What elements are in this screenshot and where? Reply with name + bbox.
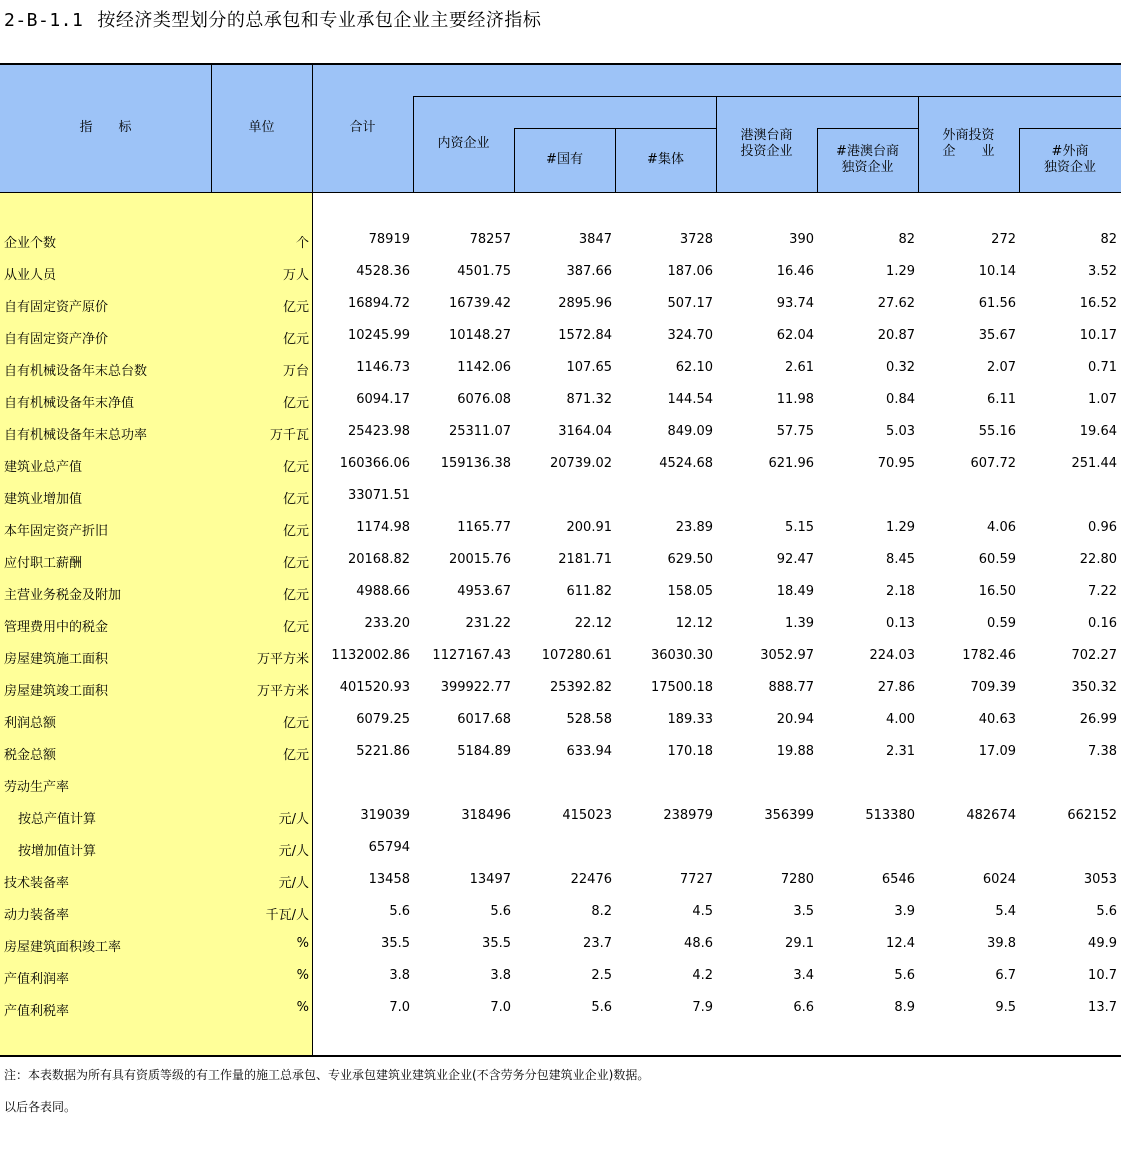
row-indicator: 按增加值计算 xyxy=(18,844,97,859)
row-indicator: 自有机械设备年末总功率 xyxy=(4,428,148,443)
table-code: 2-B-1.1 xyxy=(4,10,84,31)
row-value: 4.00 xyxy=(886,712,915,727)
row-value: 513380 xyxy=(865,808,915,823)
row-unit: 亿元 xyxy=(282,524,309,539)
table-row xyxy=(0,352,1121,384)
row-value: 1.29 xyxy=(886,520,915,535)
table-row xyxy=(0,416,1121,448)
row-value: 702.27 xyxy=(1071,648,1117,663)
row-value: 10.14 xyxy=(978,264,1016,279)
row-value: 5.15 xyxy=(785,520,814,535)
row-value: 507.17 xyxy=(667,296,713,311)
row-value: 20739.02 xyxy=(549,456,612,471)
row-value: 6024 xyxy=(982,872,1016,887)
row-value: 6079.25 xyxy=(356,712,410,727)
row-value: 4.2 xyxy=(692,968,713,983)
row-value: 48.6 xyxy=(684,936,713,951)
header-line-level1 xyxy=(413,96,1121,97)
row-value: 5221.86 xyxy=(356,744,410,759)
row-value: 23.7 xyxy=(583,936,612,951)
row-unit: 亿元 xyxy=(282,716,309,731)
row-value: 61.56 xyxy=(978,296,1016,311)
row-value: 10.17 xyxy=(1079,328,1117,343)
row-value: 22.12 xyxy=(574,616,612,631)
row-value: 7.0 xyxy=(490,1000,511,1015)
row-value: 5.4 xyxy=(995,904,1016,919)
row-value: 12.12 xyxy=(675,616,713,631)
row-value: 0.32 xyxy=(886,360,915,375)
row-value: 0.71 xyxy=(1088,360,1117,375)
row-value: 1146.73 xyxy=(356,360,410,375)
row-value: 35.5 xyxy=(482,936,511,951)
row-value: 7.38 xyxy=(1088,744,1117,759)
row-value: 144.54 xyxy=(667,392,713,407)
table-row xyxy=(0,544,1121,576)
row-unit: 万千瓦 xyxy=(269,428,309,443)
table-row xyxy=(0,992,1121,1024)
row-value: 29.1 xyxy=(785,936,814,951)
row-unit: 万人 xyxy=(282,268,309,283)
row-value: 6.6 xyxy=(793,1000,814,1015)
header-unit: 单位 xyxy=(248,120,275,135)
row-value: 10245.99 xyxy=(347,328,410,343)
row-indicator: 利润总额 xyxy=(4,716,57,731)
table-row xyxy=(0,960,1121,992)
row-value: 0.13 xyxy=(886,616,915,631)
row-value: 629.50 xyxy=(667,552,713,567)
row-value: 82 xyxy=(1100,232,1117,247)
row-unit: 亿元 xyxy=(282,332,309,347)
row-value: 16.52 xyxy=(1079,296,1117,311)
row-value: 170.18 xyxy=(667,744,713,759)
row-value: 1132002.86 xyxy=(331,648,410,663)
row-value: 187.06 xyxy=(667,264,713,279)
row-value: 16.50 xyxy=(978,584,1016,599)
table-row xyxy=(0,512,1121,544)
row-value: 3728 xyxy=(679,232,713,247)
row-value: 7.22 xyxy=(1088,584,1117,599)
row-value: 70.95 xyxy=(877,456,915,471)
row-value: 324.70 xyxy=(667,328,713,343)
row-value: 4528.36 xyxy=(356,264,410,279)
row-unit: % xyxy=(296,936,309,951)
table-note-continued: 以后各表同。 xyxy=(4,1100,77,1114)
row-value: 5184.89 xyxy=(457,744,511,759)
table-row xyxy=(0,704,1121,736)
row-value: 55.16 xyxy=(978,424,1016,439)
header-foreign-line2: 企 业 xyxy=(942,144,995,159)
row-value: 10.7 xyxy=(1088,968,1117,983)
row-value: 3847 xyxy=(578,232,612,247)
row-value: 1.07 xyxy=(1088,392,1117,407)
row-value: 871.32 xyxy=(566,392,612,407)
row-indicator: 自有固定资产净价 xyxy=(4,332,109,347)
row-value: 849.09 xyxy=(667,424,713,439)
row-value: 7.0 xyxy=(389,1000,410,1015)
row-unit: 万平方米 xyxy=(256,652,309,667)
row-unit: % xyxy=(296,1000,309,1015)
table-row xyxy=(0,576,1121,608)
row-indicator: 企业个数 xyxy=(4,236,57,251)
row-value: 2895.96 xyxy=(558,296,612,311)
row-value: 662152 xyxy=(1067,808,1117,823)
row-value: 0.96 xyxy=(1088,520,1117,535)
header-collective: #集体 xyxy=(647,152,684,167)
row-value: 22476 xyxy=(570,872,612,887)
row-unit: 千瓦/人 xyxy=(265,908,309,923)
row-value: 5.6 xyxy=(490,904,511,919)
header-top-border xyxy=(0,63,1121,65)
row-value: 19.88 xyxy=(776,744,814,759)
row-value: 13458 xyxy=(368,872,410,887)
row-indicator: 本年固定资产折旧 xyxy=(4,524,109,539)
row-unit: 亿元 xyxy=(282,588,309,603)
row-indicator: 房屋建筑竣工面积 xyxy=(4,684,109,699)
row-value: 60.59 xyxy=(978,552,1016,567)
header-hkmt xyxy=(716,128,817,160)
row-value: 5.03 xyxy=(886,424,915,439)
row-value: 1174.98 xyxy=(356,520,410,535)
table-title xyxy=(4,6,541,32)
table-row xyxy=(0,640,1121,672)
row-value: 25392.82 xyxy=(549,680,612,695)
row-value: 65794 xyxy=(368,840,410,855)
row-value: 4501.75 xyxy=(457,264,511,279)
row-value: 0.59 xyxy=(987,616,1016,631)
row-indicator: 产值利润率 xyxy=(4,972,70,987)
row-value: 1572.84 xyxy=(558,328,612,343)
row-indicator: 管理费用中的税金 xyxy=(4,620,109,635)
row-value: 2.18 xyxy=(886,584,915,599)
row-value: 482674 xyxy=(966,808,1016,823)
row-value: 25423.98 xyxy=(347,424,410,439)
row-value: 238979 xyxy=(663,808,713,823)
row-indicator: 产值利税率 xyxy=(4,1004,70,1019)
row-value: 3.8 xyxy=(389,968,410,983)
row-value: 709.39 xyxy=(970,680,1016,695)
row-value: 7.9 xyxy=(692,1000,713,1015)
row-value: 3.4 xyxy=(793,968,814,983)
row-value: 2.07 xyxy=(987,360,1016,375)
row-value: 4953.67 xyxy=(457,584,511,599)
row-value: 1.39 xyxy=(785,616,814,631)
row-value: 633.94 xyxy=(566,744,612,759)
table-row xyxy=(0,480,1121,512)
row-value: 107.65 xyxy=(566,360,612,375)
row-value: 159136.38 xyxy=(440,456,511,471)
row-value: 319039 xyxy=(360,808,410,823)
row-value: 350.32 xyxy=(1071,680,1117,695)
row-value: 6017.68 xyxy=(457,712,511,727)
header-line-foreign xyxy=(1019,128,1121,129)
row-value: 160366.06 xyxy=(339,456,410,471)
row-value: 62.04 xyxy=(776,328,814,343)
row-value: 318496 xyxy=(461,808,511,823)
row-value: 5.6 xyxy=(894,968,915,983)
row-value: 607.72 xyxy=(970,456,1016,471)
row-value: 4524.68 xyxy=(659,456,713,471)
row-value: 20.87 xyxy=(877,328,915,343)
table-row xyxy=(0,928,1121,960)
row-value: 158.05 xyxy=(667,584,713,599)
row-value: 19.64 xyxy=(1079,424,1117,439)
row-value: 0.84 xyxy=(886,392,915,407)
row-value: 528.58 xyxy=(566,712,612,727)
row-indicator: 动力装备率 xyxy=(4,908,70,923)
row-value: 20015.76 xyxy=(448,552,511,567)
row-value: 8.9 xyxy=(894,1000,915,1015)
row-value: 233.20 xyxy=(364,616,410,631)
row-value: 272 xyxy=(991,232,1016,247)
row-value: 35.5 xyxy=(381,936,410,951)
row-indicator: 主营业务税金及附加 xyxy=(4,588,122,603)
row-value: 6076.08 xyxy=(457,392,511,407)
row-value: 888.77 xyxy=(768,680,814,695)
table-row xyxy=(0,864,1121,896)
header-foreign-sole-line1: #外商 xyxy=(1051,144,1089,159)
table-row xyxy=(0,320,1121,352)
row-unit: 亿元 xyxy=(282,460,309,475)
row-unit: 元/人 xyxy=(278,812,309,827)
row-value: 251.44 xyxy=(1071,456,1117,471)
header-line-hkmt xyxy=(817,128,918,129)
row-indicator: 从业人员 xyxy=(4,268,57,283)
row-value: 3.9 xyxy=(894,904,915,919)
row-value: 3.52 xyxy=(1088,264,1117,279)
row-unit: 万台 xyxy=(282,364,309,379)
row-value: 7727 xyxy=(679,872,713,887)
row-value: 10148.27 xyxy=(448,328,511,343)
row-value: 27.62 xyxy=(877,296,915,311)
row-value: 33071.51 xyxy=(347,488,410,503)
row-value: 5.6 xyxy=(389,904,410,919)
row-value: 93.74 xyxy=(776,296,814,311)
table-row xyxy=(0,800,1121,832)
row-indicator: 房屋建筑面积竣工率 xyxy=(4,940,122,955)
row-value: 5.6 xyxy=(1096,904,1117,919)
row-indicator: 按总产值计算 xyxy=(18,812,97,827)
row-value: 2.31 xyxy=(886,744,915,759)
row-indicator: 税金总额 xyxy=(4,748,57,763)
table-row xyxy=(0,896,1121,928)
row-value: 621.96 xyxy=(768,456,814,471)
row-value: 17500.18 xyxy=(650,680,713,695)
row-value: 3052.97 xyxy=(760,648,814,663)
row-value: 6546 xyxy=(881,872,915,887)
header-total: 合计 xyxy=(349,120,376,135)
row-value: 40.63 xyxy=(978,712,1016,727)
row-value: 6.7 xyxy=(995,968,1016,983)
row-value: 5.6 xyxy=(591,1000,612,1015)
table-row xyxy=(0,608,1121,640)
row-value: 3.5 xyxy=(793,904,814,919)
row-unit: 亿元 xyxy=(282,492,309,507)
row-value: 387.66 xyxy=(566,264,612,279)
row-value: 62.10 xyxy=(675,360,713,375)
row-value: 1127167.43 xyxy=(432,648,511,663)
row-value: 13497 xyxy=(469,872,511,887)
table-bottom-border xyxy=(0,1055,1121,1057)
header-foreign-line1: 外商投资 xyxy=(942,128,995,143)
row-value: 9.5 xyxy=(995,1000,1016,1015)
row-value: 6.11 xyxy=(987,392,1016,407)
row-value: 57.75 xyxy=(776,424,814,439)
row-value: 6094.17 xyxy=(356,392,410,407)
row-unit: 亿元 xyxy=(282,748,309,763)
row-value: 20.94 xyxy=(776,712,814,727)
row-value: 401520.93 xyxy=(339,680,410,695)
header-hkmt-line2: 投资企业 xyxy=(740,144,793,159)
table-title-text: 按经济类型划分的总承包和专业承包企业主要经济指标 xyxy=(97,10,542,31)
row-indicator: 应付职工薪酬 xyxy=(4,556,83,571)
row-value: 200.91 xyxy=(566,520,612,535)
row-value: 13.7 xyxy=(1088,1000,1117,1015)
row-unit: 亿元 xyxy=(282,556,309,571)
header-foreign xyxy=(918,128,1019,160)
row-value: 25311.07 xyxy=(448,424,511,439)
table-row xyxy=(0,736,1121,768)
row-value: 7280 xyxy=(780,872,814,887)
header-indicator: 指 标 xyxy=(79,120,132,135)
header-foreign-sole xyxy=(1019,144,1121,176)
row-indicator: 自有机械设备年末净值 xyxy=(4,396,135,411)
table-row xyxy=(0,448,1121,480)
row-unit: 亿元 xyxy=(282,620,309,635)
header-state: #国有 xyxy=(546,152,583,167)
table-row xyxy=(0,224,1121,256)
row-value: 16894.72 xyxy=(347,296,410,311)
row-indicator: 自有固定资产原价 xyxy=(4,300,109,315)
row-value: 39.8 xyxy=(987,936,1016,951)
row-unit: 亿元 xyxy=(282,300,309,315)
table-row xyxy=(0,256,1121,288)
row-value: 2.5 xyxy=(591,968,612,983)
row-value: 12.4 xyxy=(886,936,915,951)
row-unit: 万平方米 xyxy=(256,684,309,699)
row-value: 78257 xyxy=(469,232,511,247)
row-value: 11.98 xyxy=(776,392,814,407)
row-indicator: 自有机械设备年末总台数 xyxy=(4,364,148,379)
row-value: 18.49 xyxy=(776,584,814,599)
row-value: 3.8 xyxy=(490,968,511,983)
row-indicator: 建筑业增加值 xyxy=(4,492,83,507)
table-row xyxy=(0,672,1121,704)
header-hkmt-line1: 港澳台商 xyxy=(740,128,793,143)
table-note: 注：本表数据为所有具有资质等级的有工作量的施工总承包、专业承包建筑业建筑业企业(不含劳务分包建筑业企业)数据。 xyxy=(4,1068,650,1082)
row-value: 20168.82 xyxy=(347,552,410,567)
row-value: 1.29 xyxy=(886,264,915,279)
row-unit: 元/人 xyxy=(278,876,309,891)
row-value: 356399 xyxy=(764,808,814,823)
table-row xyxy=(0,288,1121,320)
table-row xyxy=(0,832,1121,864)
header-domestic: 内资企业 xyxy=(437,136,490,151)
row-value: 92.47 xyxy=(776,552,814,567)
header-foreign-sole-line2: 独资企业 xyxy=(1043,160,1096,175)
row-value: 17.09 xyxy=(978,744,1016,759)
header-hkmt-sole-line1: #港澳台商 xyxy=(836,144,899,159)
table-row xyxy=(0,768,1121,800)
row-value: 8.45 xyxy=(886,552,915,567)
row-value: 16.46 xyxy=(776,264,814,279)
row-value: 2181.71 xyxy=(558,552,612,567)
row-value: 22.80 xyxy=(1079,552,1117,567)
header-hkmt-sole xyxy=(817,144,918,176)
row-unit: 个 xyxy=(295,236,309,251)
row-value: 3164.04 xyxy=(558,424,612,439)
row-value: 36030.30 xyxy=(650,648,713,663)
row-value: 1142.06 xyxy=(457,360,511,375)
row-value: 107280.61 xyxy=(541,648,612,663)
row-indicator: 房屋建筑施工面积 xyxy=(4,652,109,667)
row-value: 231.22 xyxy=(465,616,511,631)
row-indicator: 技术装备率 xyxy=(4,876,70,891)
row-value: 4.5 xyxy=(692,904,713,919)
row-value: 415023 xyxy=(562,808,612,823)
row-unit: 元/人 xyxy=(278,844,309,859)
row-value: 3053 xyxy=(1083,872,1117,887)
row-value: 82 xyxy=(898,232,915,247)
row-unit: % xyxy=(296,968,309,983)
table-row xyxy=(0,384,1121,416)
row-indicator: 建筑业总产值 xyxy=(4,460,83,475)
row-value: 390 xyxy=(789,232,814,247)
row-value: 49.9 xyxy=(1088,936,1117,951)
row-value: 78919 xyxy=(368,232,410,247)
row-value: 35.67 xyxy=(978,328,1016,343)
row-value: 189.33 xyxy=(667,712,713,727)
header-hkmt-sole-line2: 独资企业 xyxy=(841,160,894,175)
row-value: 23.89 xyxy=(675,520,713,535)
row-indicator: 劳动生产率 xyxy=(4,780,70,795)
row-value: 399922.77 xyxy=(440,680,511,695)
row-value: 611.82 xyxy=(566,584,612,599)
row-value: 26.99 xyxy=(1079,712,1117,727)
row-value: 4.06 xyxy=(987,520,1016,535)
row-value: 1782.46 xyxy=(962,648,1016,663)
row-value: 16739.42 xyxy=(448,296,511,311)
row-value: 1165.77 xyxy=(457,520,511,535)
row-unit: 亿元 xyxy=(282,396,309,411)
row-value: 4988.66 xyxy=(356,584,410,599)
row-value: 27.86 xyxy=(877,680,915,695)
row-value: 8.2 xyxy=(591,904,612,919)
row-value: 224.03 xyxy=(869,648,915,663)
row-value: 0.16 xyxy=(1088,616,1117,631)
row-value: 2.61 xyxy=(785,360,814,375)
